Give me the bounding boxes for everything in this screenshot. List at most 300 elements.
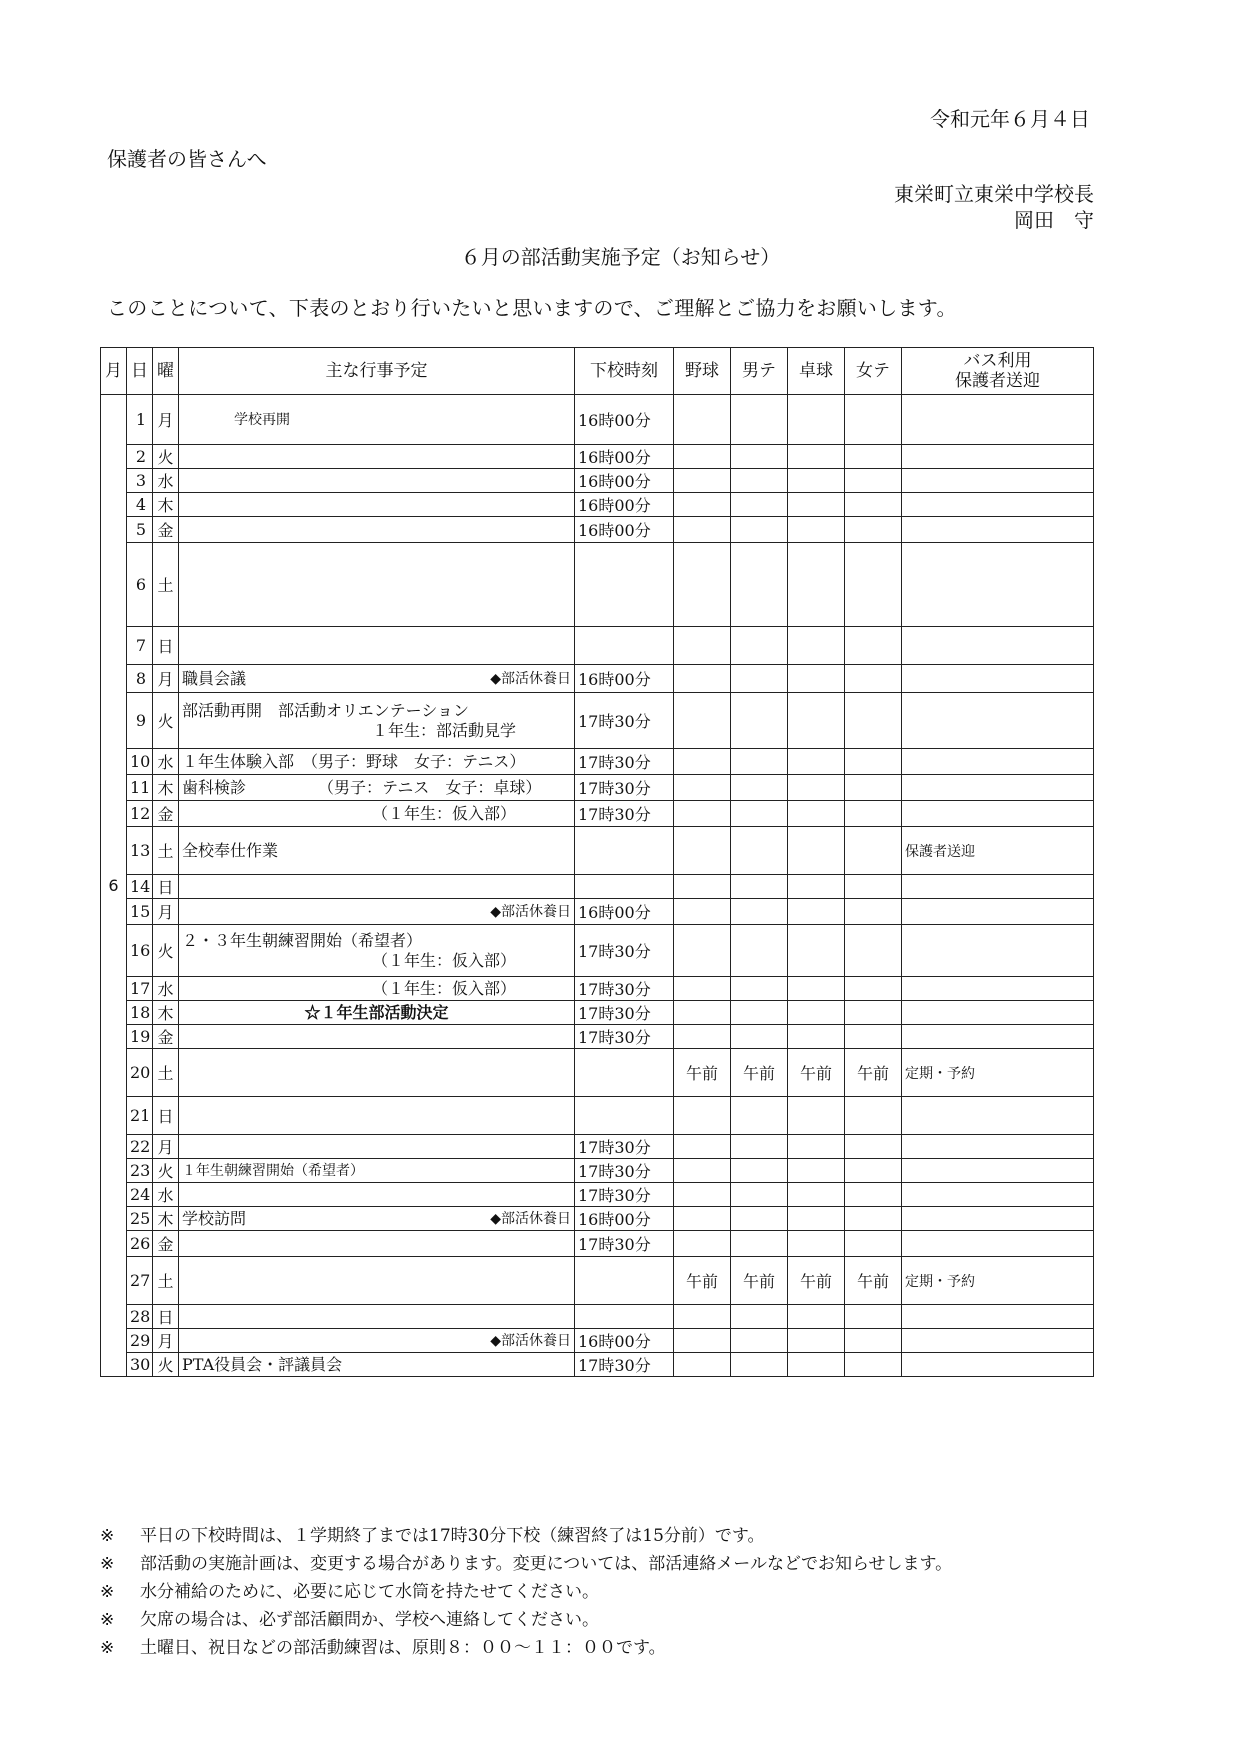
baseball-cell: [674, 1097, 731, 1135]
baseball-cell: [674, 1001, 731, 1025]
intro-paragraph: このことについて、下表のとおり行いたいと思いますので、ご理解とご協力をお願いします。: [107, 296, 957, 320]
girls-tennis-cell: [845, 1001, 902, 1025]
rest-day-note: ◆部活休養日: [490, 1332, 571, 1349]
event-line: １年生朝練習開始（希望者）: [182, 1162, 364, 1179]
events-cell: [179, 543, 575, 627]
dismissal-time-cell: 17時30分: [575, 1231, 674, 1257]
dismissal-time-cell: 17時30分: [575, 749, 674, 775]
weekday-cell: 水: [153, 469, 179, 493]
weekday-cell: 土: [153, 543, 179, 627]
table-row: [101, 1353, 1094, 1377]
day-cell: 14: [127, 875, 153, 899]
boys-tennis-cell: [731, 693, 788, 749]
table-tennis-cell: [788, 749, 845, 775]
events-cell: [179, 1135, 575, 1159]
weekday-cell: 火: [153, 1353, 179, 1377]
events-cell: [179, 1231, 575, 1257]
event-line: 歯科検診 （男子：テニス 女子：卓球）: [182, 777, 542, 797]
girls-tennis-cell: [845, 627, 902, 665]
table-row: [101, 1305, 1094, 1329]
boys-tennis-cell: [731, 1305, 788, 1329]
header-baseball: 野球: [674, 348, 731, 395]
dismissal-time-cell: [575, 1097, 674, 1135]
boys-tennis-cell: [731, 627, 788, 665]
events-cell: [179, 1001, 575, 1025]
dismissal-time-cell: 17時30分: [575, 693, 674, 749]
note-text: 水分補給のために、必要に応じて水筒を持たせてください。: [140, 1582, 599, 1602]
notes-section: [100, 1522, 952, 1662]
weekday-cell: 金: [153, 517, 179, 543]
boys-tennis-cell: [731, 395, 788, 445]
girls-tennis-cell: [845, 1207, 902, 1231]
baseball-cell: [674, 1159, 731, 1183]
rest-day-note: ◆部活休養日: [490, 670, 571, 687]
weekday-cell: 火: [153, 445, 179, 469]
table-tennis-cell: [788, 801, 845, 827]
boys-tennis-cell: [731, 1135, 788, 1159]
girls-tennis-cell: [845, 543, 902, 627]
dismissal-time-cell: 16時00分: [575, 665, 674, 693]
girls-tennis-cell: [845, 899, 902, 925]
dismissal-time-cell: 17時30分: [575, 775, 674, 801]
day-cell: 30: [127, 1353, 153, 1377]
events-cell: [179, 627, 575, 665]
events-cell: [179, 469, 575, 493]
day-cell: 19: [127, 1025, 153, 1049]
bus-cell: [902, 1135, 1094, 1159]
table-row: [101, 875, 1094, 899]
baseball-cell: [674, 1207, 731, 1231]
table-row: [101, 665, 1094, 693]
boys-tennis-cell: [731, 775, 788, 801]
event-line: ２・３年生朝練習開始（希望者）: [182, 930, 423, 950]
bus-cell: [902, 1207, 1094, 1231]
baseball-cell: [674, 875, 731, 899]
events-cell: [179, 517, 575, 543]
bus-cell: [902, 875, 1094, 899]
table-row: [101, 1207, 1094, 1231]
events-cell: [179, 775, 575, 801]
baseball-cell: [674, 1135, 731, 1159]
event-line: １年生体験入部 （男子：野球 女子：テニス）: [182, 751, 526, 771]
baseball-cell: [674, 827, 731, 875]
bus-cell: [902, 1353, 1094, 1377]
day-cell: 26: [127, 1231, 153, 1257]
event-line-secondary: （１年生：仮入部）: [372, 978, 517, 998]
bus-cell: [902, 1097, 1094, 1135]
girls-tennis-cell: [845, 801, 902, 827]
dismissal-time-cell: 17時30分: [575, 977, 674, 1001]
boys-tennis-cell: [731, 665, 788, 693]
day-cell: 12: [127, 801, 153, 827]
boys-tennis-cell: [731, 925, 788, 977]
boys-tennis-cell: [731, 977, 788, 1001]
header-bus: [902, 348, 1094, 395]
note-item: [100, 1522, 952, 1550]
day-cell: 15: [127, 899, 153, 925]
boys-tennis-cell: [731, 1353, 788, 1377]
table-tennis-cell: [788, 627, 845, 665]
header-table-tennis: 卓球: [788, 348, 845, 395]
bus-cell: [902, 627, 1094, 665]
header-day: 日: [127, 348, 153, 395]
table-tennis-cell: [788, 977, 845, 1001]
events-cell: [179, 1353, 575, 1377]
header-month: 月: [101, 348, 127, 395]
weekday-cell: 日: [153, 1305, 179, 1329]
weekday-cell: 水: [153, 1183, 179, 1207]
note-item: [100, 1550, 952, 1578]
table-row: [101, 925, 1094, 977]
day-cell: 7: [127, 627, 153, 665]
weekday-cell: 木: [153, 775, 179, 801]
day-cell: 13: [127, 827, 153, 875]
day-cell: 22: [127, 1135, 153, 1159]
note-mark: ※: [100, 1554, 115, 1574]
girls-tennis-cell: [845, 1329, 902, 1353]
dismissal-time-cell: 17時30分: [575, 925, 674, 977]
girls-tennis-cell: [845, 1183, 902, 1207]
table-tennis-cell: [788, 1305, 845, 1329]
baseball-cell: [674, 801, 731, 827]
rest-day-note: ◆部活休養日: [490, 903, 571, 920]
weekday-cell: 土: [153, 1257, 179, 1305]
bus-cell: 保護者送迎: [902, 827, 1094, 875]
event-line: 部活動再開 部活動オリエンテーション: [182, 700, 470, 720]
day-cell: 3: [127, 469, 153, 493]
dismissal-time-cell: [575, 875, 674, 899]
table-tennis-cell: 午前: [788, 1257, 845, 1305]
boys-tennis-cell: [731, 445, 788, 469]
boys-tennis-cell: [731, 517, 788, 543]
dismissal-time-cell: [575, 1257, 674, 1305]
dismissal-time-cell: 16時00分: [575, 899, 674, 925]
girls-tennis-cell: [845, 775, 902, 801]
bus-cell: [902, 1159, 1094, 1183]
weekday-cell: 火: [153, 925, 179, 977]
girls-tennis-cell: [845, 749, 902, 775]
dismissal-time-cell: [575, 1305, 674, 1329]
table-tennis-cell: [788, 1207, 845, 1231]
table-tennis-cell: [788, 469, 845, 493]
bus-cell: [902, 665, 1094, 693]
note-text: 部活動の実施計画は、変更する場合があります。変更については、部活連絡メールなどでお知らせします。: [140, 1554, 953, 1574]
event-line-secondary: １年生：部活動見学: [372, 720, 517, 740]
dismissal-time-cell: 17時30分: [575, 1001, 674, 1025]
boys-tennis-cell: [731, 827, 788, 875]
table-tennis-cell: [788, 543, 845, 627]
baseball-cell: [674, 469, 731, 493]
girls-tennis-cell: [845, 469, 902, 493]
table-row: [101, 775, 1094, 801]
bus-cell: 定期・予約: [902, 1257, 1094, 1305]
girls-tennis-cell: [845, 665, 902, 693]
schedule-table: [100, 347, 1094, 1377]
day-cell: 8: [127, 665, 153, 693]
weekday-cell: 木: [153, 493, 179, 517]
table-row: [101, 801, 1094, 827]
dismissal-time-cell: 17時30分: [575, 1025, 674, 1049]
note-item: [100, 1606, 952, 1634]
day-cell: 21: [127, 1097, 153, 1135]
note-mark: ※: [100, 1638, 115, 1658]
events-cell: [179, 827, 575, 875]
table-row: [101, 1183, 1094, 1207]
girls-tennis-cell: [845, 875, 902, 899]
boys-tennis-cell: [731, 749, 788, 775]
events-cell: [179, 1097, 575, 1135]
boys-tennis-cell: [731, 1025, 788, 1049]
boys-tennis-cell: [731, 1329, 788, 1353]
table-tennis-cell: [788, 875, 845, 899]
boys-tennis-cell: [731, 1183, 788, 1207]
baseball-cell: 午前: [674, 1049, 731, 1097]
event-line: 学校再開: [234, 411, 290, 428]
boys-tennis-cell: [731, 1231, 788, 1257]
bus-cell: [902, 775, 1094, 801]
baseball-cell: [674, 517, 731, 543]
weekday-cell: 水: [153, 977, 179, 1001]
table-tennis-cell: [788, 445, 845, 469]
table-tennis-cell: [788, 1353, 845, 1377]
table-tennis-cell: [788, 1097, 845, 1135]
table-tennis-cell: [788, 693, 845, 749]
bus-cell: [902, 1001, 1094, 1025]
dismissal-time-cell: 16時00分: [575, 395, 674, 445]
dismissal-time-cell: 16時00分: [575, 517, 674, 543]
boys-tennis-cell: [731, 469, 788, 493]
table-row: [101, 543, 1094, 627]
table-tennis-cell: [788, 665, 845, 693]
girls-tennis-cell: [845, 1305, 902, 1329]
girls-tennis-cell: [845, 977, 902, 1001]
bus-cell: [902, 977, 1094, 1001]
dismissal-time-cell: 16時00分: [575, 469, 674, 493]
weekday-cell: 火: [153, 1159, 179, 1183]
table-row: [101, 693, 1094, 749]
bus-cell: [902, 925, 1094, 977]
table-tennis-cell: [788, 827, 845, 875]
girls-tennis-cell: [845, 1159, 902, 1183]
table-row: [101, 445, 1094, 469]
day-cell: 16: [127, 925, 153, 977]
weekday-cell: 日: [153, 875, 179, 899]
event-line: 職員会議: [182, 668, 247, 688]
table-tennis-cell: [788, 395, 845, 445]
events-cell: [179, 875, 575, 899]
events-cell: [179, 445, 575, 469]
boys-tennis-cell: [731, 1097, 788, 1135]
event-line-secondary: （１年生：仮入部）: [372, 950, 517, 970]
girls-tennis-cell: [845, 1231, 902, 1257]
girls-tennis-cell: [845, 1097, 902, 1135]
bus-cell: [902, 1231, 1094, 1257]
bus-cell: [902, 445, 1094, 469]
day-cell: 1: [127, 395, 153, 445]
weekday-cell: 水: [153, 749, 179, 775]
note-mark: ※: [100, 1526, 115, 1546]
bus-cell: [902, 469, 1094, 493]
table-row: [101, 749, 1094, 775]
girls-tennis-cell: [845, 395, 902, 445]
weekday-cell: 日: [153, 627, 179, 665]
weekday-cell: 月: [153, 899, 179, 925]
boys-tennis-cell: [731, 543, 788, 627]
boys-tennis-cell: 午前: [731, 1257, 788, 1305]
day-cell: 10: [127, 749, 153, 775]
weekday-cell: 金: [153, 801, 179, 827]
girls-tennis-cell: [845, 493, 902, 517]
girls-tennis-cell: [845, 1353, 902, 1377]
table-row: [101, 1159, 1094, 1183]
table-tennis-cell: 午前: [788, 1049, 845, 1097]
events-cell: [179, 1329, 575, 1353]
weekday-cell: 木: [153, 1001, 179, 1025]
events-cell: [179, 1025, 575, 1049]
events-cell: [179, 1257, 575, 1305]
day-cell: 18: [127, 1001, 153, 1025]
day-cell: 4: [127, 493, 153, 517]
note-item: [100, 1578, 952, 1606]
header-row: [101, 348, 1094, 395]
dismissal-time-cell: 16時00分: [575, 1329, 674, 1353]
dismissal-time-cell: [575, 627, 674, 665]
boys-tennis-cell: [731, 899, 788, 925]
month-cell: 6: [101, 395, 127, 1377]
table-tennis-cell: [788, 1001, 845, 1025]
day-cell: 17: [127, 977, 153, 1001]
baseball-cell: [674, 665, 731, 693]
baseball-cell: [674, 749, 731, 775]
weekday-cell: 月: [153, 665, 179, 693]
baseball-cell: [674, 1305, 731, 1329]
dismissal-time-cell: 16時00分: [575, 445, 674, 469]
girls-tennis-cell: 午前: [845, 1257, 902, 1305]
baseball-cell: [674, 1183, 731, 1207]
events-cell: [179, 977, 575, 1001]
table-tennis-cell: [788, 899, 845, 925]
day-cell: 23: [127, 1159, 153, 1183]
table-row: [101, 1001, 1094, 1025]
header-bus-line1: バス利用: [963, 351, 1032, 371]
table-tennis-cell: [788, 1135, 845, 1159]
events-cell: [179, 665, 575, 693]
baseball-cell: [674, 493, 731, 517]
bus-cell: [902, 395, 1094, 445]
events-cell: [179, 1183, 575, 1207]
events-cell: [179, 693, 575, 749]
table-row: [101, 469, 1094, 493]
table-tennis-cell: [788, 1159, 845, 1183]
header-boys-tennis: 男テ: [731, 348, 788, 395]
note-mark: ※: [100, 1610, 115, 1630]
baseball-cell: [674, 445, 731, 469]
day-cell: 28: [127, 1305, 153, 1329]
event-line-secondary: （１年生：仮入部）: [372, 803, 517, 823]
table-tennis-cell: [788, 775, 845, 801]
bus-cell: [902, 1305, 1094, 1329]
baseball-cell: 午前: [674, 1257, 731, 1305]
table-tennis-cell: [788, 1183, 845, 1207]
events-cell: [179, 1049, 575, 1097]
day-cell: 2: [127, 445, 153, 469]
header-events: 主な行事予定: [179, 348, 575, 395]
table-row: [101, 1049, 1094, 1097]
day-cell: 5: [127, 517, 153, 543]
document-title: ６月の部活動実施予定（お知らせ）: [460, 245, 781, 269]
day-cell: 25: [127, 1207, 153, 1231]
boys-tennis-cell: [731, 1207, 788, 1231]
table-tennis-cell: [788, 493, 845, 517]
girls-tennis-cell: [845, 925, 902, 977]
baseball-cell: [674, 627, 731, 665]
events-cell: [179, 1159, 575, 1183]
table-row: [101, 1097, 1094, 1135]
table-row: [101, 1025, 1094, 1049]
table-tennis-cell: [788, 1025, 845, 1049]
weekday-cell: 月: [153, 1329, 179, 1353]
event-line: 全校奉仕作業: [182, 840, 279, 860]
girls-tennis-cell: [845, 827, 902, 875]
dismissal-time-cell: [575, 543, 674, 627]
events-cell: [179, 1305, 575, 1329]
document-date: 令和元年６月４日: [930, 107, 1090, 131]
weekday-cell: 月: [153, 1135, 179, 1159]
day-cell: 27: [127, 1257, 153, 1305]
bus-cell: 定期・予約: [902, 1049, 1094, 1097]
event-line: PTA役員会・評議員会: [182, 1354, 343, 1374]
girls-tennis-cell: [845, 693, 902, 749]
baseball-cell: [674, 1025, 731, 1049]
girls-tennis-cell: 午前: [845, 1049, 902, 1097]
note-text: 土曜日、祝日などの部活動練習は、原則８：００～１１：００です。: [140, 1638, 666, 1658]
day-cell: 9: [127, 693, 153, 749]
weekday-cell: 土: [153, 1049, 179, 1097]
table-row: [101, 827, 1094, 875]
events-cell: [179, 801, 575, 827]
boys-tennis-cell: [731, 1159, 788, 1183]
girls-tennis-cell: [845, 1135, 902, 1159]
table-row: [101, 493, 1094, 517]
day-cell: 29: [127, 1329, 153, 1353]
weekday-cell: 火: [153, 693, 179, 749]
events-cell: [179, 925, 575, 977]
sender-school: 東栄町立東栄中学校長: [894, 182, 1094, 206]
dismissal-time-cell: 17時30分: [575, 1159, 674, 1183]
dismissal-time-cell: 17時30分: [575, 801, 674, 827]
events-cell: [179, 1207, 575, 1231]
bus-cell: [902, 493, 1094, 517]
day-cell: 11: [127, 775, 153, 801]
weekday-cell: 金: [153, 1231, 179, 1257]
boys-tennis-cell: [731, 875, 788, 899]
dismissal-time-cell: 16時00分: [575, 1207, 674, 1231]
day-cell: 20: [127, 1049, 153, 1097]
dismissal-time-cell: 17時30分: [575, 1353, 674, 1377]
girls-tennis-cell: [845, 1025, 902, 1049]
rest-day-note: ◆部活休養日: [490, 1210, 571, 1227]
event-line: ☆１年生部活動決定: [304, 1002, 449, 1022]
dismissal-time-cell: 17時30分: [575, 1135, 674, 1159]
events-cell: [179, 493, 575, 517]
bus-cell: [902, 1183, 1094, 1207]
boys-tennis-cell: [731, 493, 788, 517]
bus-cell: [902, 749, 1094, 775]
event-line: 学校訪問: [182, 1208, 247, 1228]
schedule-body: [101, 395, 1094, 1377]
bus-cell: [902, 1025, 1094, 1049]
note-item: [100, 1634, 952, 1662]
